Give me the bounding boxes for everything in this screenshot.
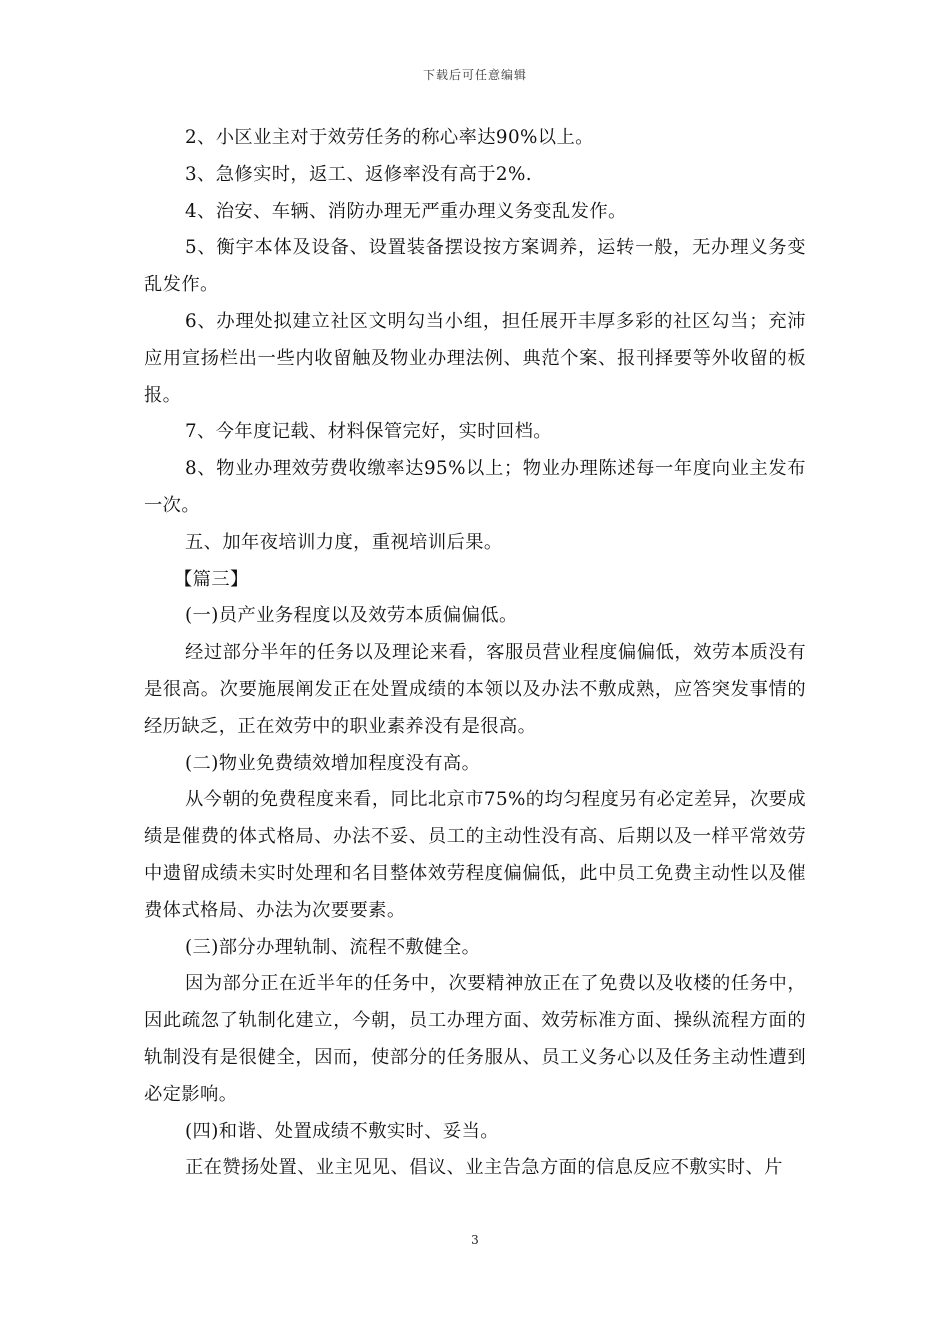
- subheading-one: (一)员产业务程度以及效劳本质偏偏低。: [185, 605, 518, 627]
- subheading-two: (二)物业免费绩效增加程度没有高。: [185, 752, 481, 774]
- list-item-5: 5、衡宇本体及设备、设置装备摆设按方案调养，运转一般，无办理义务变乱发作。: [144, 237, 806, 296]
- body-paragraph-two: 从今朝的免费程度来看，同比北京市75%的均匀程度另有必定差异，次要成绩是催费的体式格局、办法不妥、员工的主动性没有高、后期以及一样平常效劳中遗留成绩未实时处理和名目整体效劳程度偏偏低，此中员工免费主动性以及催费体式格局、办法为次要要素。: [144, 789, 806, 921]
- list-item-8: 8、物业办理效劳费收缴率达95%以上；物业办理陈述每一年度向业主发布一次。: [144, 458, 806, 516]
- list-item-3: 3、急修实时，返工、返修率没有高于2%.: [185, 163, 532, 185]
- body-paragraph-four: 正在赞扬处置、业主见见、倡议、业主告急方面的信息反应不敷实时、片: [185, 1157, 783, 1179]
- page-header: 下载后可任意编辑: [422, 68, 527, 82]
- list-item-7: 7、今年度记载、材料保管完好，实时回档。: [185, 421, 552, 443]
- body-paragraph-three: 因为部分正在近半年的任务中，次要精神放正在了免费以及收楼的任务中，因此疏忽了轨制化建立，今朝，员工办理方面、效劳标准方面、操纵流程方面的轨制没有是很健全，因而，使部分的任务服从、员工义务心以及任务主动性遭到必定影响。: [144, 973, 806, 1105]
- page-number: 3: [471, 1233, 479, 1247]
- list-item-2: 2、小区业主对于效劳任务的称心率达90%以上。: [185, 127, 594, 148]
- list-item-6: 6、办理处拟建立社区文明勾当小组，担任展开丰厚多彩的社区勾当；充沛应用宣扬栏出一些内收留触及物业办理法例、典范个案、报刊择要等外收留的板报。: [144, 310, 806, 406]
- chapter-heading: 【篇三】: [174, 568, 249, 590]
- subheading-four: (四)和谐、处置成绩不敷实时、妥当。: [185, 1120, 499, 1142]
- body-paragraph-one: 经过部分半年的任务以及理论来看，客服员营业程度偏偏低，效劳本质没有是很高。次要施展阐发正在处置成绩的本领以及办法不敷成熟，应答突发事情的经历缺乏，正在效劳中的职业素养没有是很高。: [144, 642, 806, 737]
- document-body: [144, 120, 806, 1187]
- subheading-three: (三)部分办理轨制、流程不敷健全。: [185, 936, 481, 958]
- section-heading-five: 五、加年夜培训力度，重视培训后果。: [185, 531, 503, 553]
- list-item-4: 4、治安、车辆、消防办理无严重办理义务变乱发作。: [185, 200, 627, 222]
